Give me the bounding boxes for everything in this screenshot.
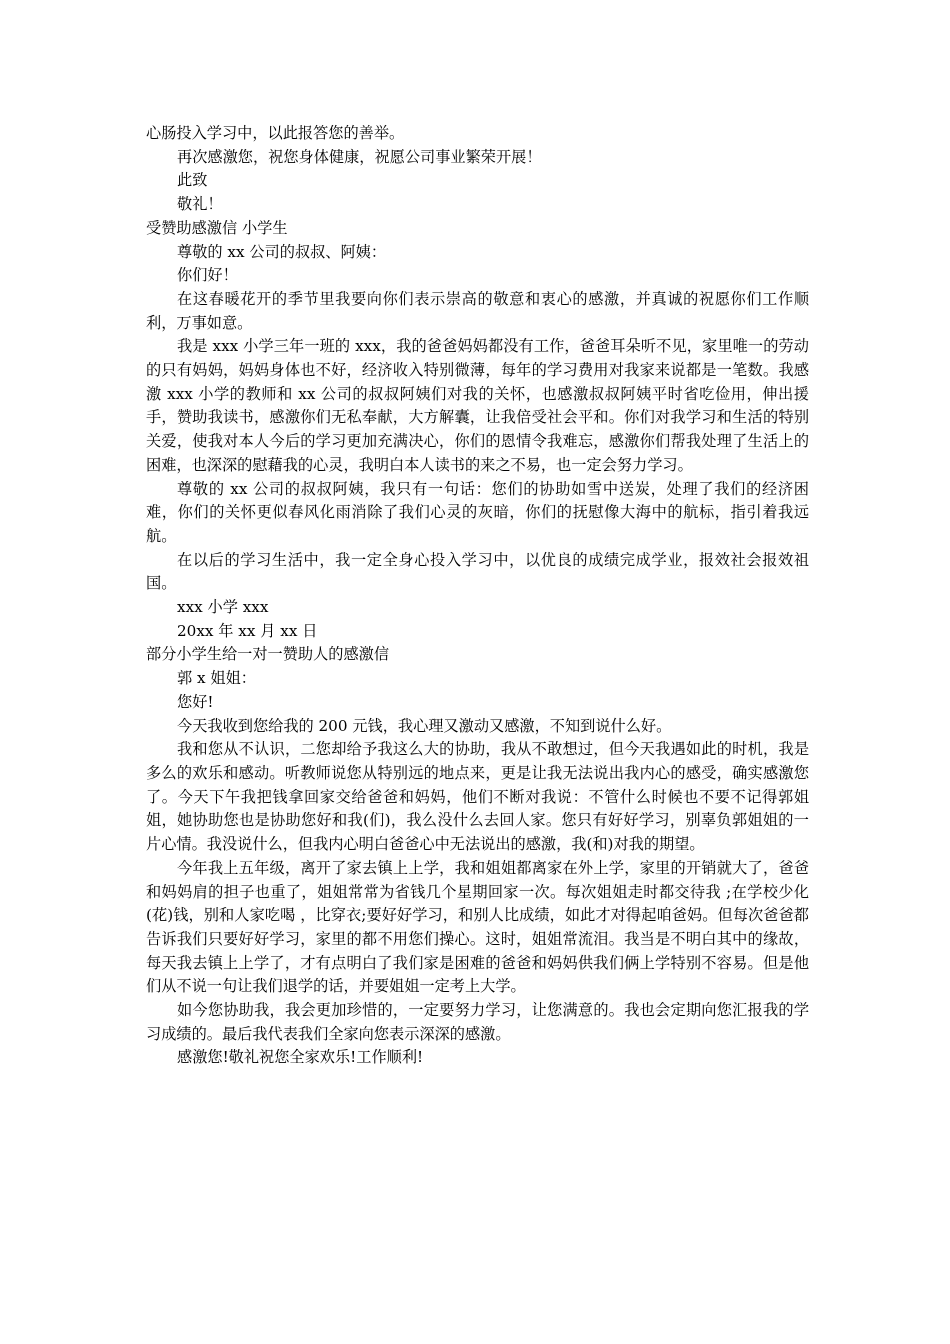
paragraph: 我是 xxx 小学三年一班的 xxx，我的爸爸妈妈都没有工作，爸爸耳朵听不见，家里唯一的劳动的只有妈妈，妈妈身体也不好，经济收入特别微薄，每年的学习费用对我家来说都是一笔数。我感激 xxx 小学的教师和 xx 公司的叔叔阿姨们对我的关怀，也感激叔叔阿姨平时省吃俭用，伸出援手，赞助我读书，感激你们无私奉献，大方解囊，让我倍受社会平和。你们对我学习和生活的特别关爱，使我对本人今后的学习更加充满决心，你们的恩情令我难忘，感激你们帮我处理了生活上的困难，也深深的慰藉我的心灵，我明白本人读书的来之不易，也一定会努力学习。 bbox=[146, 337, 809, 474]
paragraph: 再次感激您，祝您身体健康，祝愿公司事业繁荣开展！ bbox=[177, 147, 542, 166]
closing-salutation: 敬礼！ bbox=[177, 195, 223, 214]
letter-greeting: 尊敬的 xx 公司的叔叔、阿姨： bbox=[177, 242, 387, 261]
paragraph: 今年我上五年级，离开了家去镇上上学，我和姐姐都离家在外上学，家里的开销就大了，爸爸和妈妈肩的担子也重了，姐姐常常为省钱几个星期回家一次。每次姐姐走时都交待我 ;在学校少化(花)钱，别和人家吃喝 ，比穿衣;要好好学习，和别人比成绩，如此才对得起咱爸妈。但每次爸爸都告诉我们只要好好学习，家里的都不用您们操心。这时，姐姐常流泪。我当是不明白其中的缘故，每天我去镇上上学了，才有点明白了我们家是困难的爸爸和妈妈供我们俩上学特别不容易。但是他们从不说一句让我们退学的话，并要姐姐一定考上大学。 bbox=[146, 858, 809, 996]
section-title: 部分小学生给一对一赞助人的感激信 bbox=[146, 645, 389, 664]
signature: xxx 小学 xxx bbox=[177, 598, 269, 617]
date: 20xx 年 xx 月 xx 日 bbox=[177, 621, 318, 640]
paragraph: 今天我收到您给我的 200 元钱，我心理又激动又感激，不知到说什么好。 bbox=[177, 716, 672, 735]
paragraph: 心肠投入学习中，以此报答您的善举。 bbox=[146, 124, 405, 142]
letter-greeting: 你们好！ bbox=[177, 266, 238, 285]
letter-greeting: 郭 x 姐姐： bbox=[177, 669, 256, 688]
closing-line: 感激您!敬礼祝您全家欢乐!工作顺利! bbox=[177, 1048, 424, 1067]
letter-greeting: 您好! bbox=[177, 692, 214, 711]
section-title: 受赞助感激信 小学生 bbox=[146, 218, 288, 237]
closing-salutation: 此致 bbox=[177, 171, 208, 190]
paragraph: 在这春暖花开的季节里我要向你们表示崇高的敬意和衷心的感激，并真诚的祝愿你们工作顺利，万事如意。 bbox=[146, 289, 809, 332]
paragraph: 我和您从不认识，二您却给予我这么大的协助，我从不敢想过，但今天我遇如此的时机，我是多么的欢乐和感动。听教师说您从特别远的地点来，更是让我无法说出我内心的感受，确实感激您了。今天下午我把钱拿回家交给爸爸和妈妈，他们不断对我说：不管什么时候也不要不记得郭姐姐，她协助您也是协助您好和我(们)，我么没什么去回人家。您只有好好学习，别辜负郭姐姐的一片心情。我没说什么，但我内心明白爸爸心中无法说出的感激，我(和)对我的期望。 bbox=[146, 740, 809, 854]
paragraph: 如今您协助我，我会更加珍惜的，一定要努力学习，让您满意的。我也会定期向您汇报我的学习成绩的。最后我代表我们全家向您表示深深的感激。 bbox=[146, 1001, 809, 1043]
paragraph: 在以后的学习生活中，我一定全身心投入学习中，以优良的成绩完成学业，报效社会报效祖国。 bbox=[146, 550, 809, 593]
paragraph: 尊敬的 xx 公司的叔叔阿姨，我只有一句话：您们的协助如雪中送炭，处理了我们的经济困难，你们的关怀更似春风化雨消除了我们心灵的灰暗，你们的抚慰像大海中的航标，指引着我远航。 bbox=[146, 479, 809, 545]
